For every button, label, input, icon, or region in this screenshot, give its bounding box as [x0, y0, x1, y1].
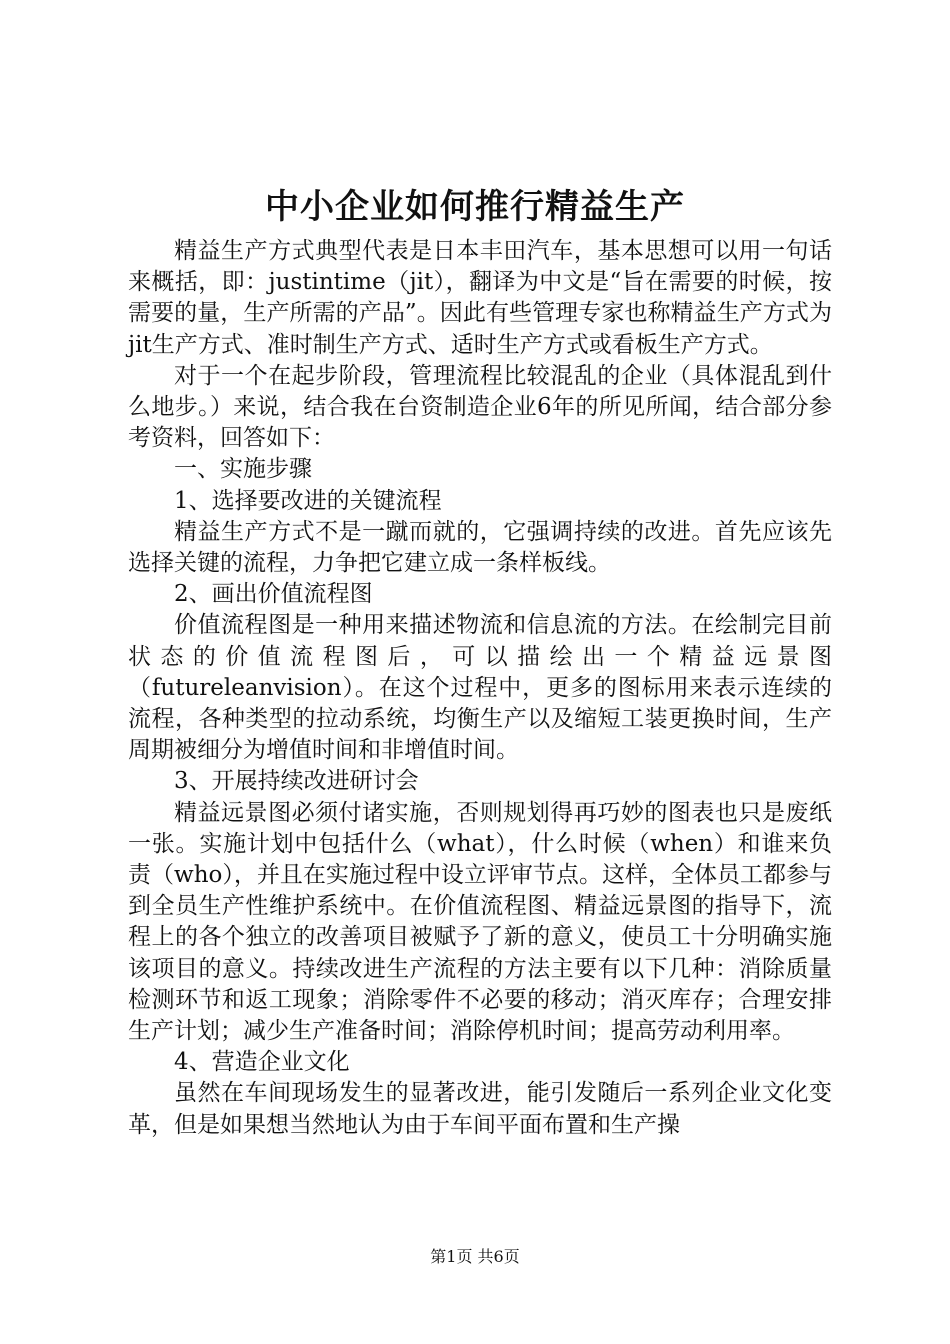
paragraph-context: 对于一个在起步阶段，管理流程比较混乱的企业（具体混乱到什么地步。）来说，结合我在台资制造企业6年的所见所闻，结合部分参考资料，回答如下：	[128, 362, 832, 452]
document-title: 中小企业如何推行精益生产	[265, 187, 685, 227]
step-heading-3: 3、开展持续改进研讨会	[174, 768, 419, 795]
paragraph-step-3: 精益远景图必须付诸实施，否则规划得再巧妙的图表也只是废纸一张。实施计划中包括什么（what），什么时候（when）和谁来负责（who），并且在实施过程中设立评审节点。这样，全体员工都参与到全员生产性维护系统中。在价值流程图、精益远景图的指导下，流程上的各个独立的改善项目被赋予了新的意义，使员工十分明确实施该项目的意义。持续改进生产流程的方法主要有以下几种：消除质量检测环节和返工现象；消除零件不必要的移动；消灭库存；合理安排生产计划；减少生产准备时间；消除停机时间；提高劳动利用率。	[128, 799, 832, 1045]
paragraph-intro: 精益生产方式典型代表是日本丰田汽车，基本思想可以用一句话来概括，即：justintime（jit），翻译为中文是“旨在需要的时候，按需要的量，生产所需的产品”。因此有些管理专家也称精益生产方式为jit生产方式、准时制生产方式、适时生产方式或看板生产方式。	[128, 238, 832, 358]
section-heading-steps: 一、实施步骤	[174, 456, 312, 483]
step-heading-2: 2、画出价值流程图	[174, 581, 373, 608]
step-heading-4: 4、营造企业文化	[174, 1049, 350, 1076]
document-body	[128, 236, 832, 1141]
page-footer: 第1页 共6页	[430, 1247, 520, 1266]
paragraph-step-4: 虽然在车间现场发生的显著改进，能引发随后一系列企业文化变革，但是如果想当然地认为由于车间平面布置和生产操	[128, 1080, 832, 1138]
step-heading-1: 1、选择要改进的关键流程	[174, 487, 442, 514]
paragraph-step-1: 精益生产方式不是一蹴而就的，它强调持续的改进。首先应该先选择关键的流程，力争把它建立成一条样板线。	[128, 518, 832, 577]
paragraph-step-2: 价值流程图是一种用来描述物流和信息流的方法。在绘制完目前状态的价值流程图后，可以描绘出一个精益远景图（futureleanvision）。在这个过程中，更多的图标用来表示连续的流程，各种类型的拉动系统，均衡生产以及缩短工装更换时间，生产周期被细分为增值时间和非增值时间。	[128, 612, 832, 764]
